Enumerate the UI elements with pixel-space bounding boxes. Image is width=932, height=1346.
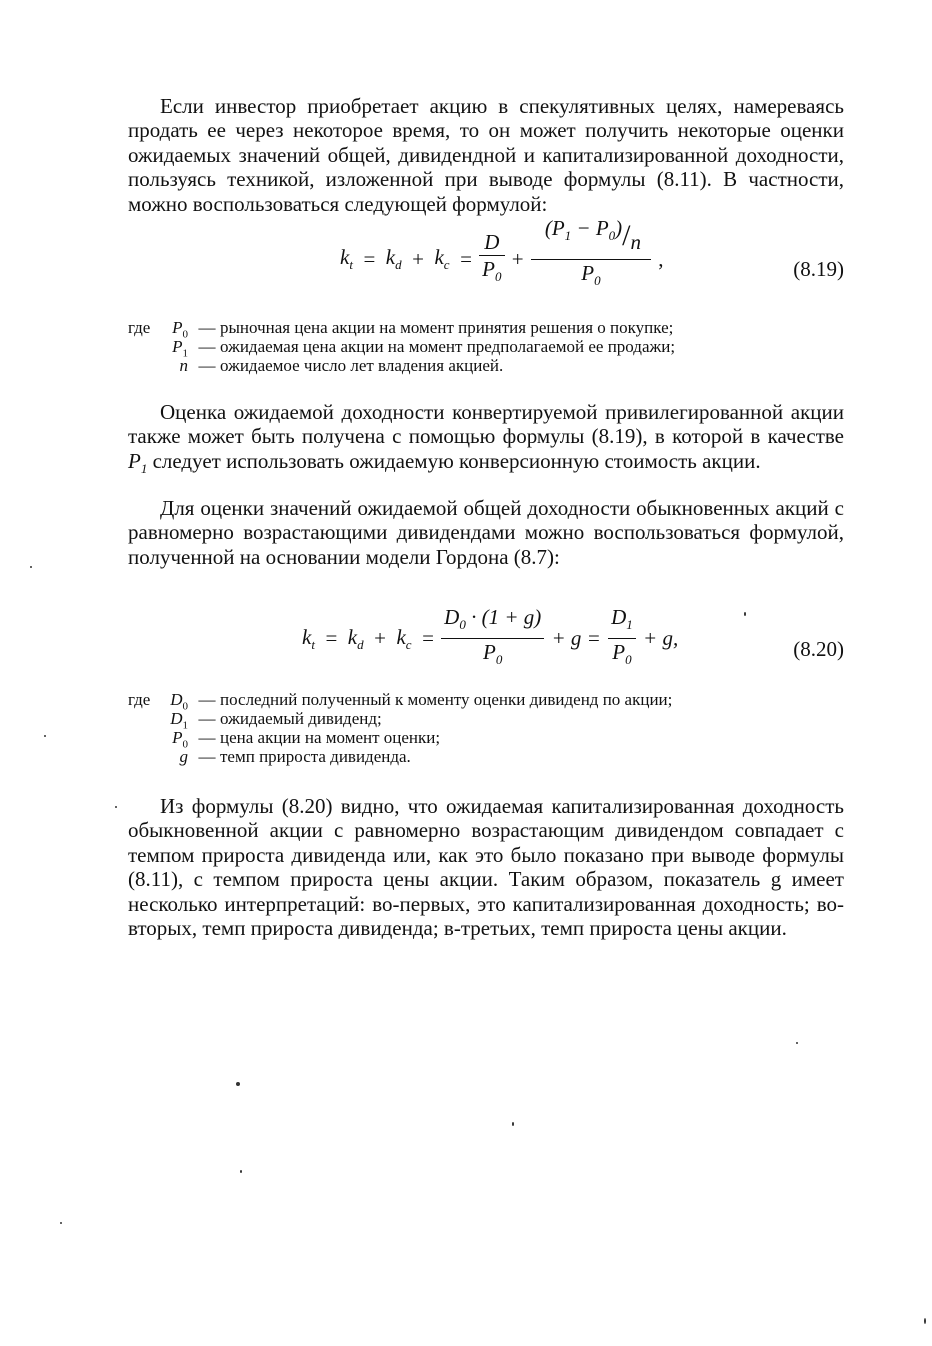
p0-symbol: P [482,256,495,281]
em-dash: — [198,356,216,375]
symbol-sub: 0 [182,700,188,713]
comma: , [658,246,664,271]
definitions-8-19 [128,318,844,375]
fraction-dividend-yield [479,231,504,288]
symbol: P [172,318,183,337]
symbol: P [172,728,183,747]
kc-term [396,625,411,653]
definition-text: ожидаемая цена акции на момент предполагаемой ее продажи; [220,337,676,356]
fraction-numerator [608,606,636,639]
kd-sub: d [357,636,364,652]
kc-sub: c [443,257,450,273]
p0-sub: 0 [495,268,502,284]
em-dash: — [198,709,216,728]
p1-sub: 1 [140,461,148,476]
kd-symbol: k [385,245,396,270]
symbol: P [172,337,183,356]
scan-speck [30,566,32,568]
formula-8-19-expression [340,216,664,316]
p1-symbol: P [128,448,141,473]
fraction-denominator [479,256,504,288]
p1-sub: 1 [564,228,572,244]
growth-factor: · (1 + g) [465,605,542,629]
scan-speck [240,1170,242,1173]
plus-sign: + [406,246,430,271]
p0-sub: 0 [608,228,616,244]
kt-sub: t [311,636,315,652]
formula-lhs [340,245,353,273]
kt-symbol: k [340,245,350,270]
fraction-denominator [441,639,544,671]
kc-sub: c [405,636,412,652]
definition-text: ожидаемый дивиденд; [220,709,382,728]
kd-sub: d [395,257,402,273]
scan-speck [236,1082,240,1086]
definition-text: темп прироста дивиденда. [220,747,411,766]
plus-sign: + [368,626,392,651]
symbol: g [179,747,188,766]
symbol: D [170,709,183,728]
scan-speck [60,1222,62,1224]
kc-symbol: k [434,245,444,270]
fraction-capital-gain [531,216,651,292]
definition-row [128,318,844,341]
scan-speck [44,735,46,737]
scan-speck [924,1318,926,1324]
definition-row [128,356,844,375]
plus-g-trail: + g, [643,626,679,651]
symbol-sub: 1 [182,719,188,732]
em-dash: — [198,690,216,709]
symbol-sub: 1 [182,347,188,360]
definition-row [128,747,844,766]
d0-symbol: D [444,605,460,629]
paragraph-convertible [128,400,844,481]
kt-sub: t [349,257,353,273]
definition-row [128,728,844,751]
scan-speck [115,806,117,808]
n-symbol: n [630,230,642,254]
paragraph-conclusion: Из формулы (8.20) видно, что ожидаемая капитализированная доходность обыкновенной акции с равномерно возрастающим дивидендом совпадает с темпом прироста дивиденда или, как это было показано при выводе формулы (8.11), с темпом прироста цены акции. Таким образом, показатель g имеет несколько интерпретаций: во-первых, это капитализированная доходность; во-вторых, темп прироста дивиденда; в-третьих, темп прироста цены акции. [128,794,844,941]
p0-symbol: − P [571,216,609,240]
slash-sign: / [622,219,631,252]
price-difference [545,217,622,247]
equals-sign: = [358,246,381,271]
where-label: где [128,690,151,709]
kc-term [434,245,449,273]
paragraph-text: Оценка ожидаемой доходности конвертируемой привилегированной акции также может быть получена с помощью формулы (8.19), в которой в качестве [128,400,844,449]
d1-symbol: D [611,605,627,629]
definition-text: ожидаемое число лет владения акцией. [220,356,504,375]
kc-symbol: k [396,624,406,649]
definition-text: цена акции на момент оценки; [220,728,441,747]
definition-text: последний полученный к моменту оценки дивиденд по акции; [220,690,673,709]
kt-symbol: k [302,624,312,649]
paragraph-text: следует использовать ожидаемую конверсионную стоимость акции. [147,448,761,473]
scan-speck [744,612,746,616]
kd-symbol: k [347,624,358,649]
em-dash: — [198,318,216,337]
formula-lhs [302,625,315,653]
plus-g-equals: + g = [551,626,601,651]
definitions-8-20 [128,690,844,766]
equals-sign: = [416,626,434,651]
p1-symbol: (P [544,216,565,240]
symbol: D [170,690,183,709]
equals-sign: = [320,626,343,651]
equals-sign: = [454,246,472,271]
symbol-sub: 0 [182,738,188,751]
p0-sub: 0 [594,273,601,289]
close-paren: ) [615,216,623,240]
where-label: где [128,318,151,337]
fraction-d1-p0 [608,606,636,671]
p0-symbol: P [483,640,496,665]
scan-speck [512,1122,514,1126]
definition-row [128,337,844,360]
kd-term [386,245,402,273]
formula-number-8-19: (8.19) [793,257,844,281]
paragraph-gordon: Для оценки значений ожидаемой общей доходности обыкновенных акций с равномерно возрастающими дивидендами можно воспользоваться формулой, полученной на основании модели Гордона (8.7): [128,496,844,569]
definition-symbol [158,747,194,773]
d1-sub: 1 [626,617,633,633]
formula-number-8-20: (8.20) [793,637,844,661]
formula-8-20-expression [302,606,678,696]
formula-8-20 [128,602,844,692]
p0-sub: 0 [495,652,503,668]
p0-symbol: P [612,640,626,665]
symbol: n [179,356,188,375]
definition-symbol [158,356,194,382]
d0-sub: 0 [459,617,466,633]
fraction-numerator: D [479,231,504,256]
formula-8-19 [128,216,844,312]
kd-term [348,625,364,653]
definition-row [128,709,844,732]
fraction-denominator [531,260,651,292]
p0-sub: 0 [625,652,632,668]
definition-text: рыночная цена акции на момент принятия решения о покупке; [220,318,674,337]
symbol-sub: 0 [182,328,188,341]
p0-symbol: P [581,261,595,286]
scan-speck [796,1042,798,1044]
fraction-numerator [531,216,651,260]
fraction-denominator [608,639,636,671]
plus-sign: + [511,246,524,271]
fraction-gordon [441,606,544,671]
em-dash: — [198,747,216,766]
definition-row [128,690,844,713]
em-dash: — [198,337,216,356]
fraction-numerator [441,606,544,639]
paragraph-intro: Если инвестор приобретает акцию в спекулятивных целях, намереваясь продать ее через некоторое время, то он может получить некоторые оценки ожидаемых значений общей, дивидендной и капитализированной доходности, пользуясь техникой, изложенной при выводе формулы (8.11). В частности, можно воспользоваться следующей формулой: [128,94,844,216]
em-dash: — [198,728,216,747]
